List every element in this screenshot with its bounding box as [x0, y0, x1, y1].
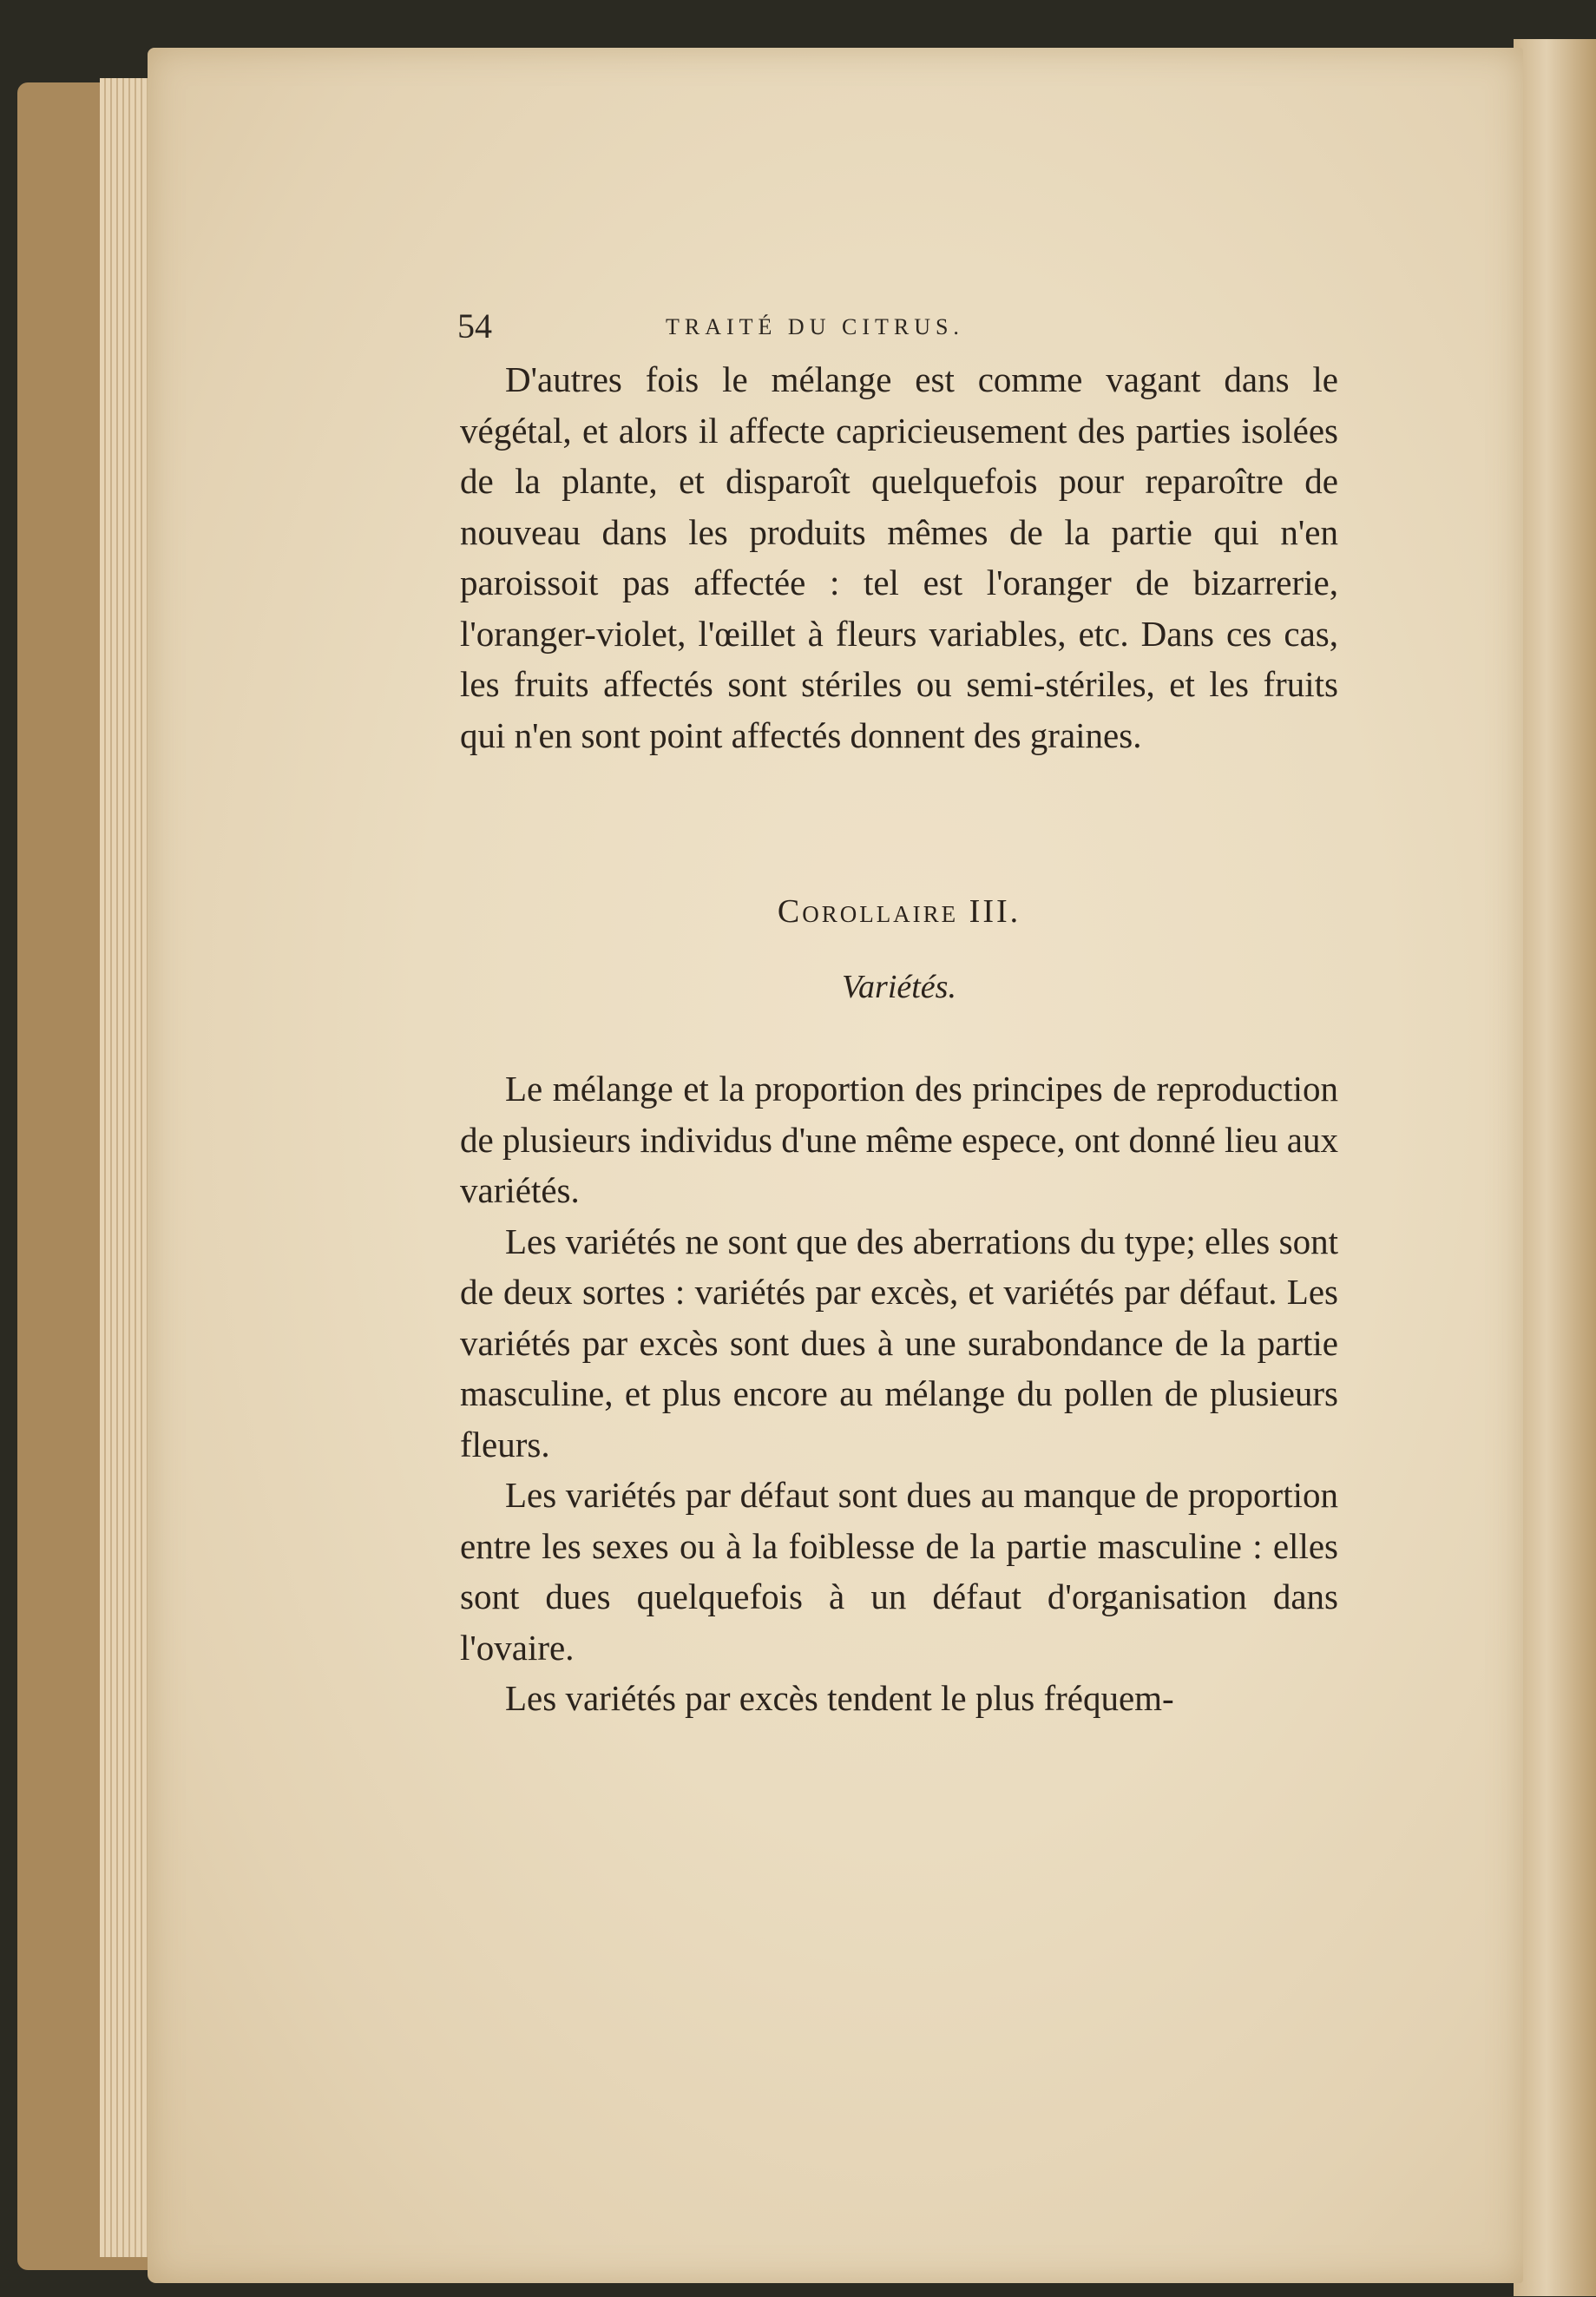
- paragraph: Le mélange et la proportion des principes de reproduction de plusieurs individus d'une même espece, ont donné lieu aux variétés.: [460, 1069, 1338, 1210]
- paragraph: Les variétés par excès tendent le plus fréquem-: [505, 1678, 1174, 1718]
- page-number: 54: [457, 306, 492, 346]
- running-head-title: TRAITÉ DU CITRUS.: [666, 314, 964, 339]
- intro-text-block: [460, 354, 1338, 760]
- running-head: [457, 306, 1334, 358]
- paragraph: D'autres fois le mélange est comme vagant dans le végétal, et alors il affecte capricieusement des parties isolées de la plante, et disparoît quelquefois pour reparoître de nouveau dans les produits mêmes de la partie qui n'en paroissoit pas affectée : tel est l'oranger de bizarrerie, l'oranger-violet, l'œillet à fleurs variables, etc. Dans ces cas, les fruits affectés sont stériles ou semi-stériles, et les fruits qui n'en sont point affectés donnent des graines.: [460, 359, 1338, 755]
- corollary-heading: Corollaire III.: [777, 893, 1021, 930]
- varietes-text-block: [460, 1063, 1338, 1724]
- facing-page-edge: [1514, 39, 1596, 2296]
- paragraph: Les variétés ne sont que des aberrations du type; elles sont de deux sortes : variétés par excès, et variétés par défaut. Les variétés par excès sont dues à une surabondance de la partie masculine, et plus encore au mélange du pollen de plusieurs fleurs.: [460, 1221, 1338, 1464]
- paragraph: Les variétés par défaut sont dues au manque de proportion entre les sexes ou à la foiblesse de la partie masculine : elles sont dues quelquefois à un défaut d'organisation dans l'ovaire.: [460, 1475, 1338, 1668]
- corollary-subtitle: Variétés.: [842, 969, 956, 1005]
